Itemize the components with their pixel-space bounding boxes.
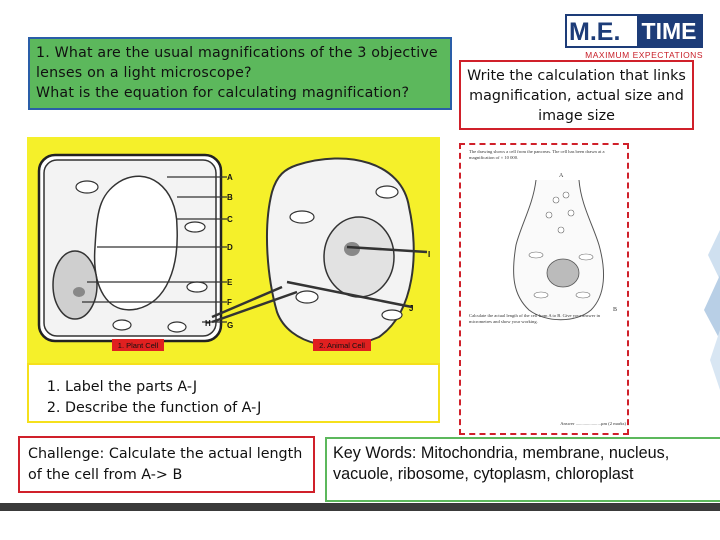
task-item-2: 2. Describe the function of A-J bbox=[65, 398, 430, 419]
question-line-3: What is the equation for calculating magnification? bbox=[36, 85, 410, 101]
question-line-2: lenses on a light microscope? bbox=[36, 65, 252, 81]
worksheet-answer: Answer ......................µm (2 marks) bbox=[560, 421, 626, 426]
cell-diagram-svg bbox=[27, 137, 440, 363]
calc-line-2: magnification, actual size and bbox=[469, 88, 684, 104]
task-item-1: 1. Label the parts A-J bbox=[65, 377, 430, 398]
worksheet-point-a: A bbox=[559, 173, 564, 179]
logo-tagline: MAXIMUM EXPECTATIONS bbox=[585, 50, 703, 60]
task-list-box bbox=[27, 363, 440, 423]
question-box bbox=[28, 37, 452, 110]
decorative-shapes-svg bbox=[700, 230, 720, 390]
bottom-bar bbox=[0, 503, 720, 511]
calc-line-1: Write the calculation that links bbox=[467, 68, 686, 84]
challenge-line-1: Challenge: Calculate the actual length bbox=[28, 446, 303, 462]
animal-cell-drawing bbox=[267, 158, 414, 345]
label-g: G bbox=[227, 321, 234, 330]
label-e: E bbox=[227, 278, 233, 287]
calc-line-3: image size bbox=[538, 108, 615, 124]
label-d: D bbox=[227, 243, 233, 252]
label-c: C bbox=[227, 215, 233, 224]
worksheet-point-b: B bbox=[613, 307, 618, 313]
label-a: A bbox=[227, 173, 233, 182]
label-b: B bbox=[227, 193, 233, 202]
decorative-edge-shapes bbox=[700, 230, 720, 390]
label-h: H bbox=[205, 319, 211, 328]
key-words-text: Key Words: Mitochondria, membrane, nucleus, vacuole, ribosome, cytoplasm, chloroplast bbox=[333, 444, 670, 483]
plant-caption: 1. Plant Cell bbox=[117, 341, 159, 350]
calculation-prompt-box bbox=[459, 60, 694, 130]
challenge-line-2: of the cell from A-> B bbox=[28, 467, 183, 483]
pancreas-cell-drawing bbox=[514, 180, 604, 320]
worksheet-question: Calculate the actual length of the cell from A to B. Give your answer in micrometres and show your working. bbox=[469, 313, 601, 324]
label-i: I bbox=[428, 250, 431, 259]
animal-caption: 2. Animal Cell bbox=[319, 341, 365, 350]
worksheet-svg bbox=[461, 145, 626, 432]
task-list bbox=[37, 377, 430, 419]
me-time-logo bbox=[565, 14, 703, 60]
logo-me-text: M.E. bbox=[569, 18, 621, 46]
plant-cell-drawing bbox=[39, 155, 221, 341]
question-line-1: 1. What are the usual magnifications of the 3 objective bbox=[36, 45, 438, 61]
cell-diagram bbox=[27, 137, 440, 363]
logo-time-text: TIME bbox=[637, 16, 701, 46]
logo-frame bbox=[565, 14, 703, 48]
challenge-box bbox=[18, 436, 315, 493]
worksheet-panel bbox=[459, 143, 629, 435]
label-j: J bbox=[409, 304, 414, 313]
label-f: F bbox=[227, 298, 232, 307]
key-words-box bbox=[325, 437, 720, 502]
worksheet-intro: The drawing shows a cell from the pancreas. The cell has been drawn at a magnification of × 10 000. bbox=[469, 149, 605, 160]
